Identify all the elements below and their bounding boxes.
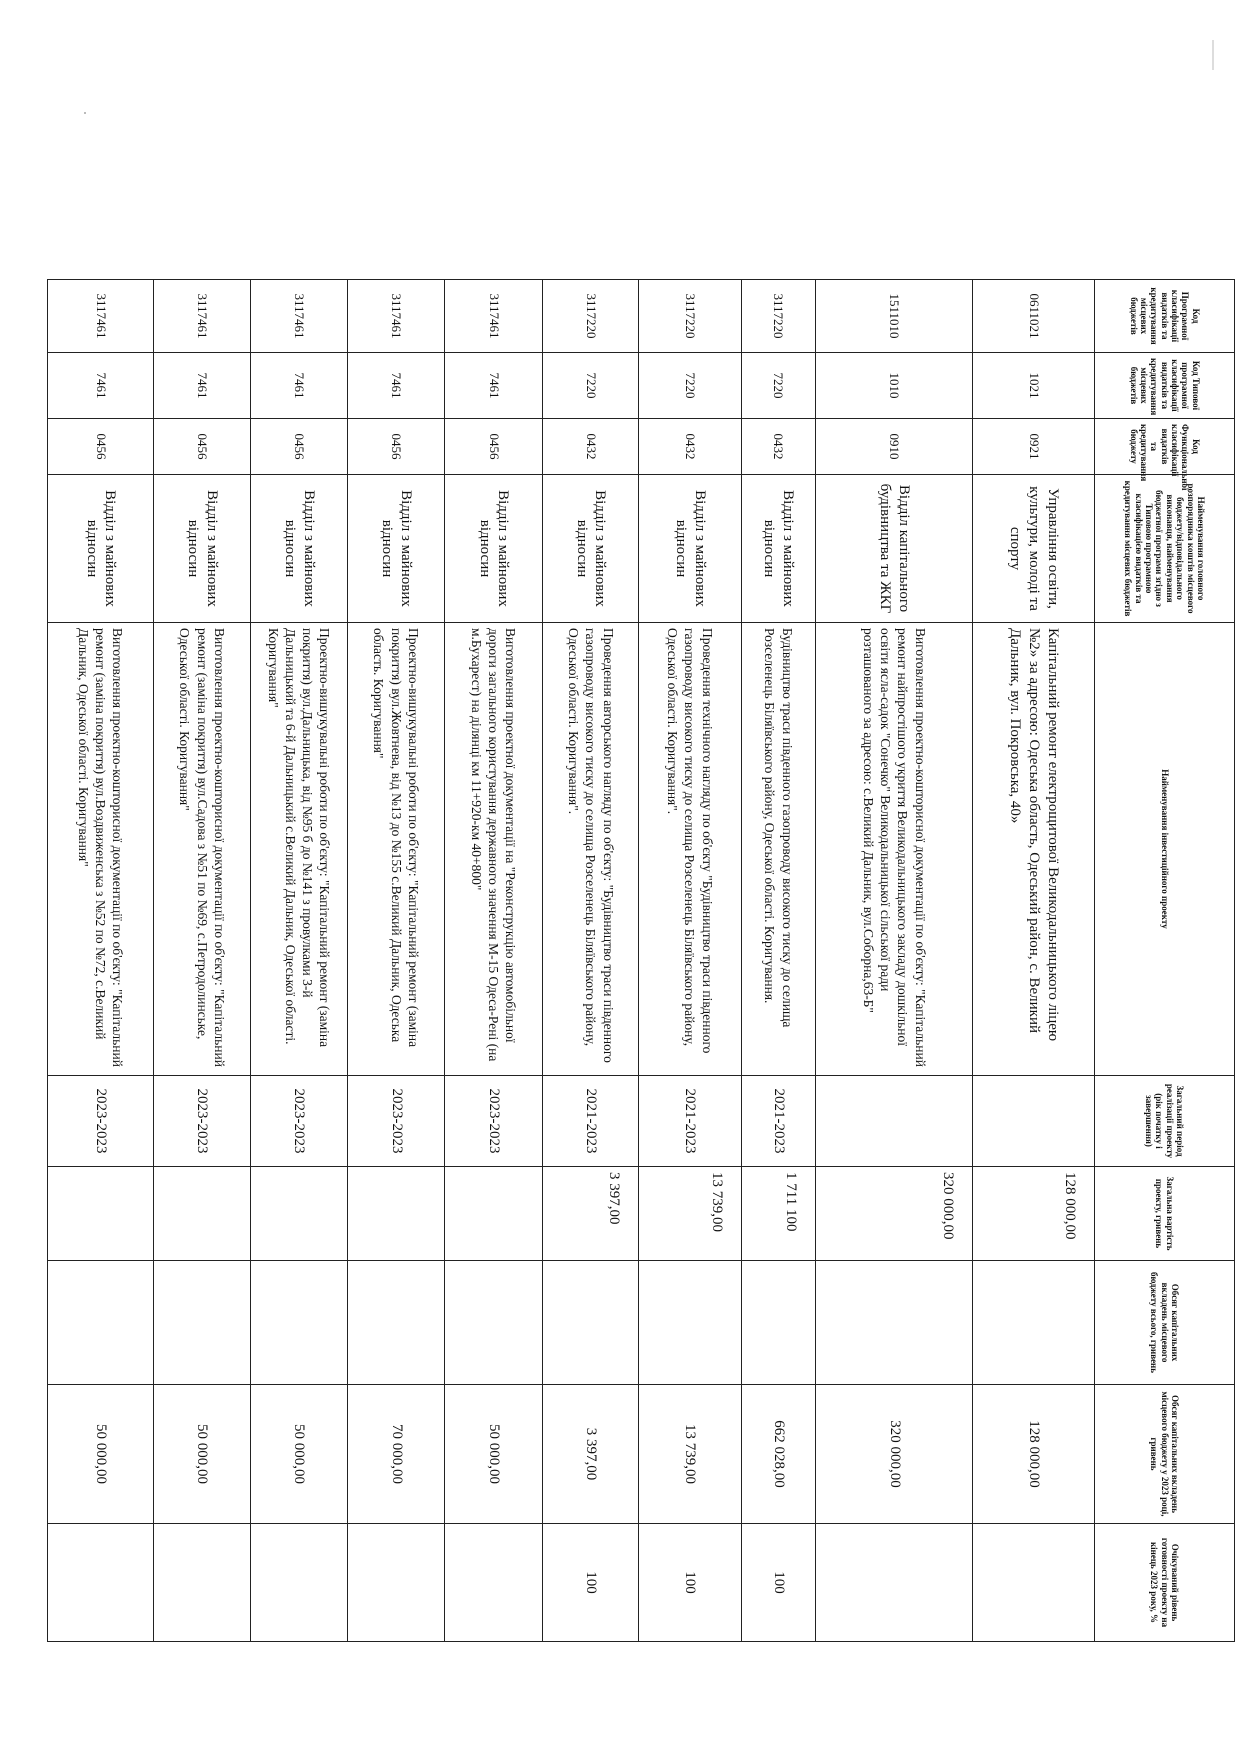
prog-code-cell: 3117461: [48, 280, 154, 353]
total-cost-cell: [250, 1167, 348, 1261]
period-cell: 2021-2023: [638, 1076, 741, 1167]
capital-2023-cell: 3 397,00: [543, 1385, 638, 1524]
investment-projects-table: [47, 279, 1235, 1642]
table-row: [48, 280, 154, 1642]
func-code-cell: 0432: [543, 419, 638, 475]
capital-total-cell: [638, 1261, 741, 1385]
header-prog-code: Код Програмної класифікації видатків та кредитування місцевих бюджетів: [1095, 280, 1235, 353]
typical-code-cell: 7461: [444, 353, 543, 419]
capital-2023-cell: 128 000,00: [973, 1385, 1095, 1524]
project-name-cell: Капітальний ремонт електрощитової Великодальницького ліцею №2» за адресою: Одеська область, Одеський район, с. Великий Дальник, вул. Покровська, 40»: [973, 623, 1095, 1076]
capital-2023-cell: 13 739,00: [638, 1385, 741, 1524]
scan-speck-1: [84, 112, 86, 114]
period-cell: 2023-2023: [444, 1076, 543, 1167]
project-name-cell: Проектно-вишукувальні роботи по об'єкту: "Капітальний ремонт (заміна покриття) вул.Жовтнева, від №13 до №155 с.Великий Дальник, Одеська область. Коригування": [348, 623, 445, 1076]
table-row: [638, 280, 741, 1642]
period-cell: 2021-2023: [741, 1076, 815, 1167]
prog-code-cell: 1511010: [816, 280, 973, 353]
organization-cell: Управління освіти, культури, молоді та спорту: [973, 475, 1095, 623]
table-row: [444, 280, 543, 1642]
organization-cell: Відділ з майнових відносин: [154, 475, 251, 623]
readiness-cell: [154, 1524, 251, 1642]
prog-code-cell: 0611021: [973, 280, 1095, 353]
capital-total-cell: [741, 1261, 815, 1385]
organization-cell: Відділ капітального будівництва та ЖКГ: [816, 475, 973, 623]
project-name-cell: Виготовлення проектно-кошторисної документації по об'єкту: "Капітальний ремонт найпростішого укриття Великодальницького закладу дошкільної освіти ясла-садок "Сонечко" Великодальницької сільської ради розташованого за адресою: с.Великий Дальник, вул.Соборна,63-Б": [816, 623, 973, 1076]
organization-cell: Відділ з майнових відносин: [48, 475, 154, 623]
prog-code-cell: 3117461: [154, 280, 251, 353]
total-cost-cell: [444, 1167, 543, 1261]
typical-code-cell: 7461: [154, 353, 251, 419]
total-cost-cell: 1 711 100: [741, 1167, 815, 1261]
func-code-cell: 0921: [973, 419, 1095, 475]
period-cell: 2023-2023: [154, 1076, 251, 1167]
readiness-cell: [444, 1524, 543, 1642]
readiness-cell: 100: [638, 1524, 741, 1642]
period-cell: [973, 1076, 1095, 1167]
period-cell: 2023-2023: [48, 1076, 154, 1167]
func-code-cell: 0456: [250, 419, 348, 475]
func-code-cell: 0456: [348, 419, 445, 475]
capital-2023-cell: 320 000,00: [816, 1385, 973, 1524]
organization-cell: Відділ з майнових відносин: [444, 475, 543, 623]
capital-total-cell: [444, 1261, 543, 1385]
project-name-cell: Виготовлення проектної документації на "Реконструкцію автомобільної дороги загального користування державного значення М-15 Одеса-Рені (на м.Бухарест) на ділянці км 11+920-км 40+800": [444, 623, 543, 1076]
project-name-cell: Виготовлення проектно-кошторисної документації по об'єкту: "Капітальний ремонт (заміна покриття) вул.Садова з №51 по №69, с.Петродолинське, Одеської області. Коригування": [154, 623, 251, 1076]
readiness-cell: [48, 1524, 154, 1642]
project-name-cell: Проектно-вишукувальні роботи по об'єкту: "Капітальний ремонт (заміна покриття) вул.Дальницька, від №95 б до №141 з провулками 3-й Дальницький та 6-й Дальницький с.Великий Дальник, Одеської області. Коригування": [250, 623, 348, 1076]
organization-cell: Відділ з майнових відносин: [250, 475, 348, 623]
readiness-cell: [348, 1524, 445, 1642]
capital-total-cell: [543, 1261, 638, 1385]
capital-total-cell: [816, 1261, 973, 1385]
capital-total-cell: [250, 1261, 348, 1385]
typical-code-cell: 1010: [816, 353, 973, 419]
header-func-code: Код Функціональної класифікації видатків та кредитування бюджету: [1095, 419, 1235, 475]
table-row: [348, 280, 445, 1642]
total-cost-cell: 320 000,00: [816, 1167, 973, 1261]
func-code-cell: 0910: [816, 419, 973, 475]
capital-total-cell: [348, 1261, 445, 1385]
header-capital-2023: Обсяг капітальних вкладень місцевого бюджету у 2023 році, гривень: [1095, 1385, 1235, 1524]
func-code-cell: 0456: [154, 419, 251, 475]
header-readiness: Очікуваний рівень готовності проекту на кінець 2023 року, %: [1095, 1524, 1235, 1642]
prog-code-cell: 3117461: [444, 280, 543, 353]
project-name-cell: Будівництво траси південного газопроводу високого тиску до селища Розселенець Біляївського району, Одеської області. Коригування.: [741, 623, 815, 1076]
header-organization: Найменування головного розпорядника коштів місцевого бюджету/відповідального виконавця, найменування бюджетної програми згідно з Типовою програмною класифікацією видатків та кредитування місцевих бюджетів: [1095, 475, 1235, 623]
prog-code-cell: 3117220: [543, 280, 638, 353]
organization-cell: Відділ з майнових відносин: [638, 475, 741, 623]
capital-2023-cell: 50 000,00: [48, 1385, 154, 1524]
table-row: [741, 280, 815, 1642]
capital-2023-cell: 50 000,00: [250, 1385, 348, 1524]
total-cost-cell: [154, 1167, 251, 1261]
organization-cell: Відділ з майнових відносин: [348, 475, 445, 623]
table-row: [154, 280, 251, 1642]
project-name-cell: Виготовлення проектно-кошторисної документації по об'єкту: "Капітальний ремонт (заміна покриття) вул.Воздвиженська з №52 по №72, с.Великий Дальник, Одеської області. Коригування": [48, 623, 154, 1076]
func-code-cell: 0432: [638, 419, 741, 475]
period-cell: 2021-2023: [543, 1076, 638, 1167]
func-code-cell: 0432: [741, 419, 815, 475]
readiness-cell: [973, 1524, 1095, 1642]
organization-cell: Відділ з майнових відносин: [741, 475, 815, 623]
total-cost-cell: 128 000,00: [973, 1167, 1095, 1261]
period-cell: [816, 1076, 973, 1167]
prog-code-cell: 3117220: [638, 280, 741, 353]
prog-code-cell: 3117461: [250, 280, 348, 353]
readiness-cell: 100: [543, 1524, 638, 1642]
header-project-name: Найменування інвестиційного проекту: [1095, 623, 1235, 1076]
typical-code-cell: 7461: [250, 353, 348, 419]
readiness-cell: 100: [741, 1524, 815, 1642]
header-typical-code: Код Типової програмної класифікації видатків та кредитування місцевих бюджетів: [1095, 353, 1235, 419]
organization-cell: Відділ з майнових відносин: [543, 475, 638, 623]
project-name-cell: Проведення авторського нагляду по об'єкту: "Будівництво траси південного газопроводу високого тиску до селища Розселенець Біляївського району, Одеської області. Коригування".: [543, 623, 638, 1076]
prog-code-cell: 3117461: [348, 280, 445, 353]
capital-2023-cell: 70 000,00: [348, 1385, 445, 1524]
capital-total-cell: [154, 1261, 251, 1385]
period-cell: 2023-2023: [250, 1076, 348, 1167]
typical-code-cell: 7220: [638, 353, 741, 419]
readiness-cell: [816, 1524, 973, 1642]
prog-code-cell: 3117220: [741, 280, 815, 353]
total-cost-cell: 3 397,00: [543, 1167, 638, 1261]
header-total-cost: Загальна вартість проекту, гривень: [1095, 1167, 1235, 1261]
capital-total-cell: [48, 1261, 154, 1385]
typical-code-cell: 7220: [543, 353, 638, 419]
typical-code-cell: 7220: [741, 353, 815, 419]
typical-code-cell: 1021: [973, 353, 1095, 419]
table-row: [973, 280, 1095, 1642]
table-row: [816, 280, 973, 1642]
func-code-cell: 0456: [48, 419, 154, 475]
header-capital-total: Обсяг капітальних вкладень місцевого бюджету всього, гривень: [1095, 1261, 1235, 1385]
scan-speck-2: [1212, 40, 1214, 70]
header-row: [1095, 280, 1235, 1642]
capital-2023-cell: 50 000,00: [154, 1385, 251, 1524]
capital-total-cell: [973, 1261, 1095, 1385]
total-cost-cell: [348, 1167, 445, 1261]
table-row: [250, 280, 348, 1642]
period-cell: 2023-2023: [348, 1076, 445, 1167]
typical-code-cell: 7461: [48, 353, 154, 419]
header-period: Загальний період реалізації проекту (рік початку і завершення): [1095, 1076, 1235, 1167]
table-row: [543, 280, 638, 1642]
project-name-cell: Проведення технічного нагляду по об'єкту "Будівництво траси південного газопроводу високого тиску до селища Розселенець Біляївського району, Одеської області. Коригування".: [638, 623, 741, 1076]
total-cost-cell: 13 739,00: [638, 1167, 741, 1261]
total-cost-cell: [48, 1167, 154, 1261]
typical-code-cell: 7461: [348, 353, 445, 419]
func-code-cell: 0456: [444, 419, 543, 475]
capital-2023-cell: 50 000,00: [444, 1385, 543, 1524]
readiness-cell: [250, 1524, 348, 1642]
capital-2023-cell: 662 028,00: [741, 1385, 815, 1524]
rotated-page-content: [47, 279, 1235, 1641]
